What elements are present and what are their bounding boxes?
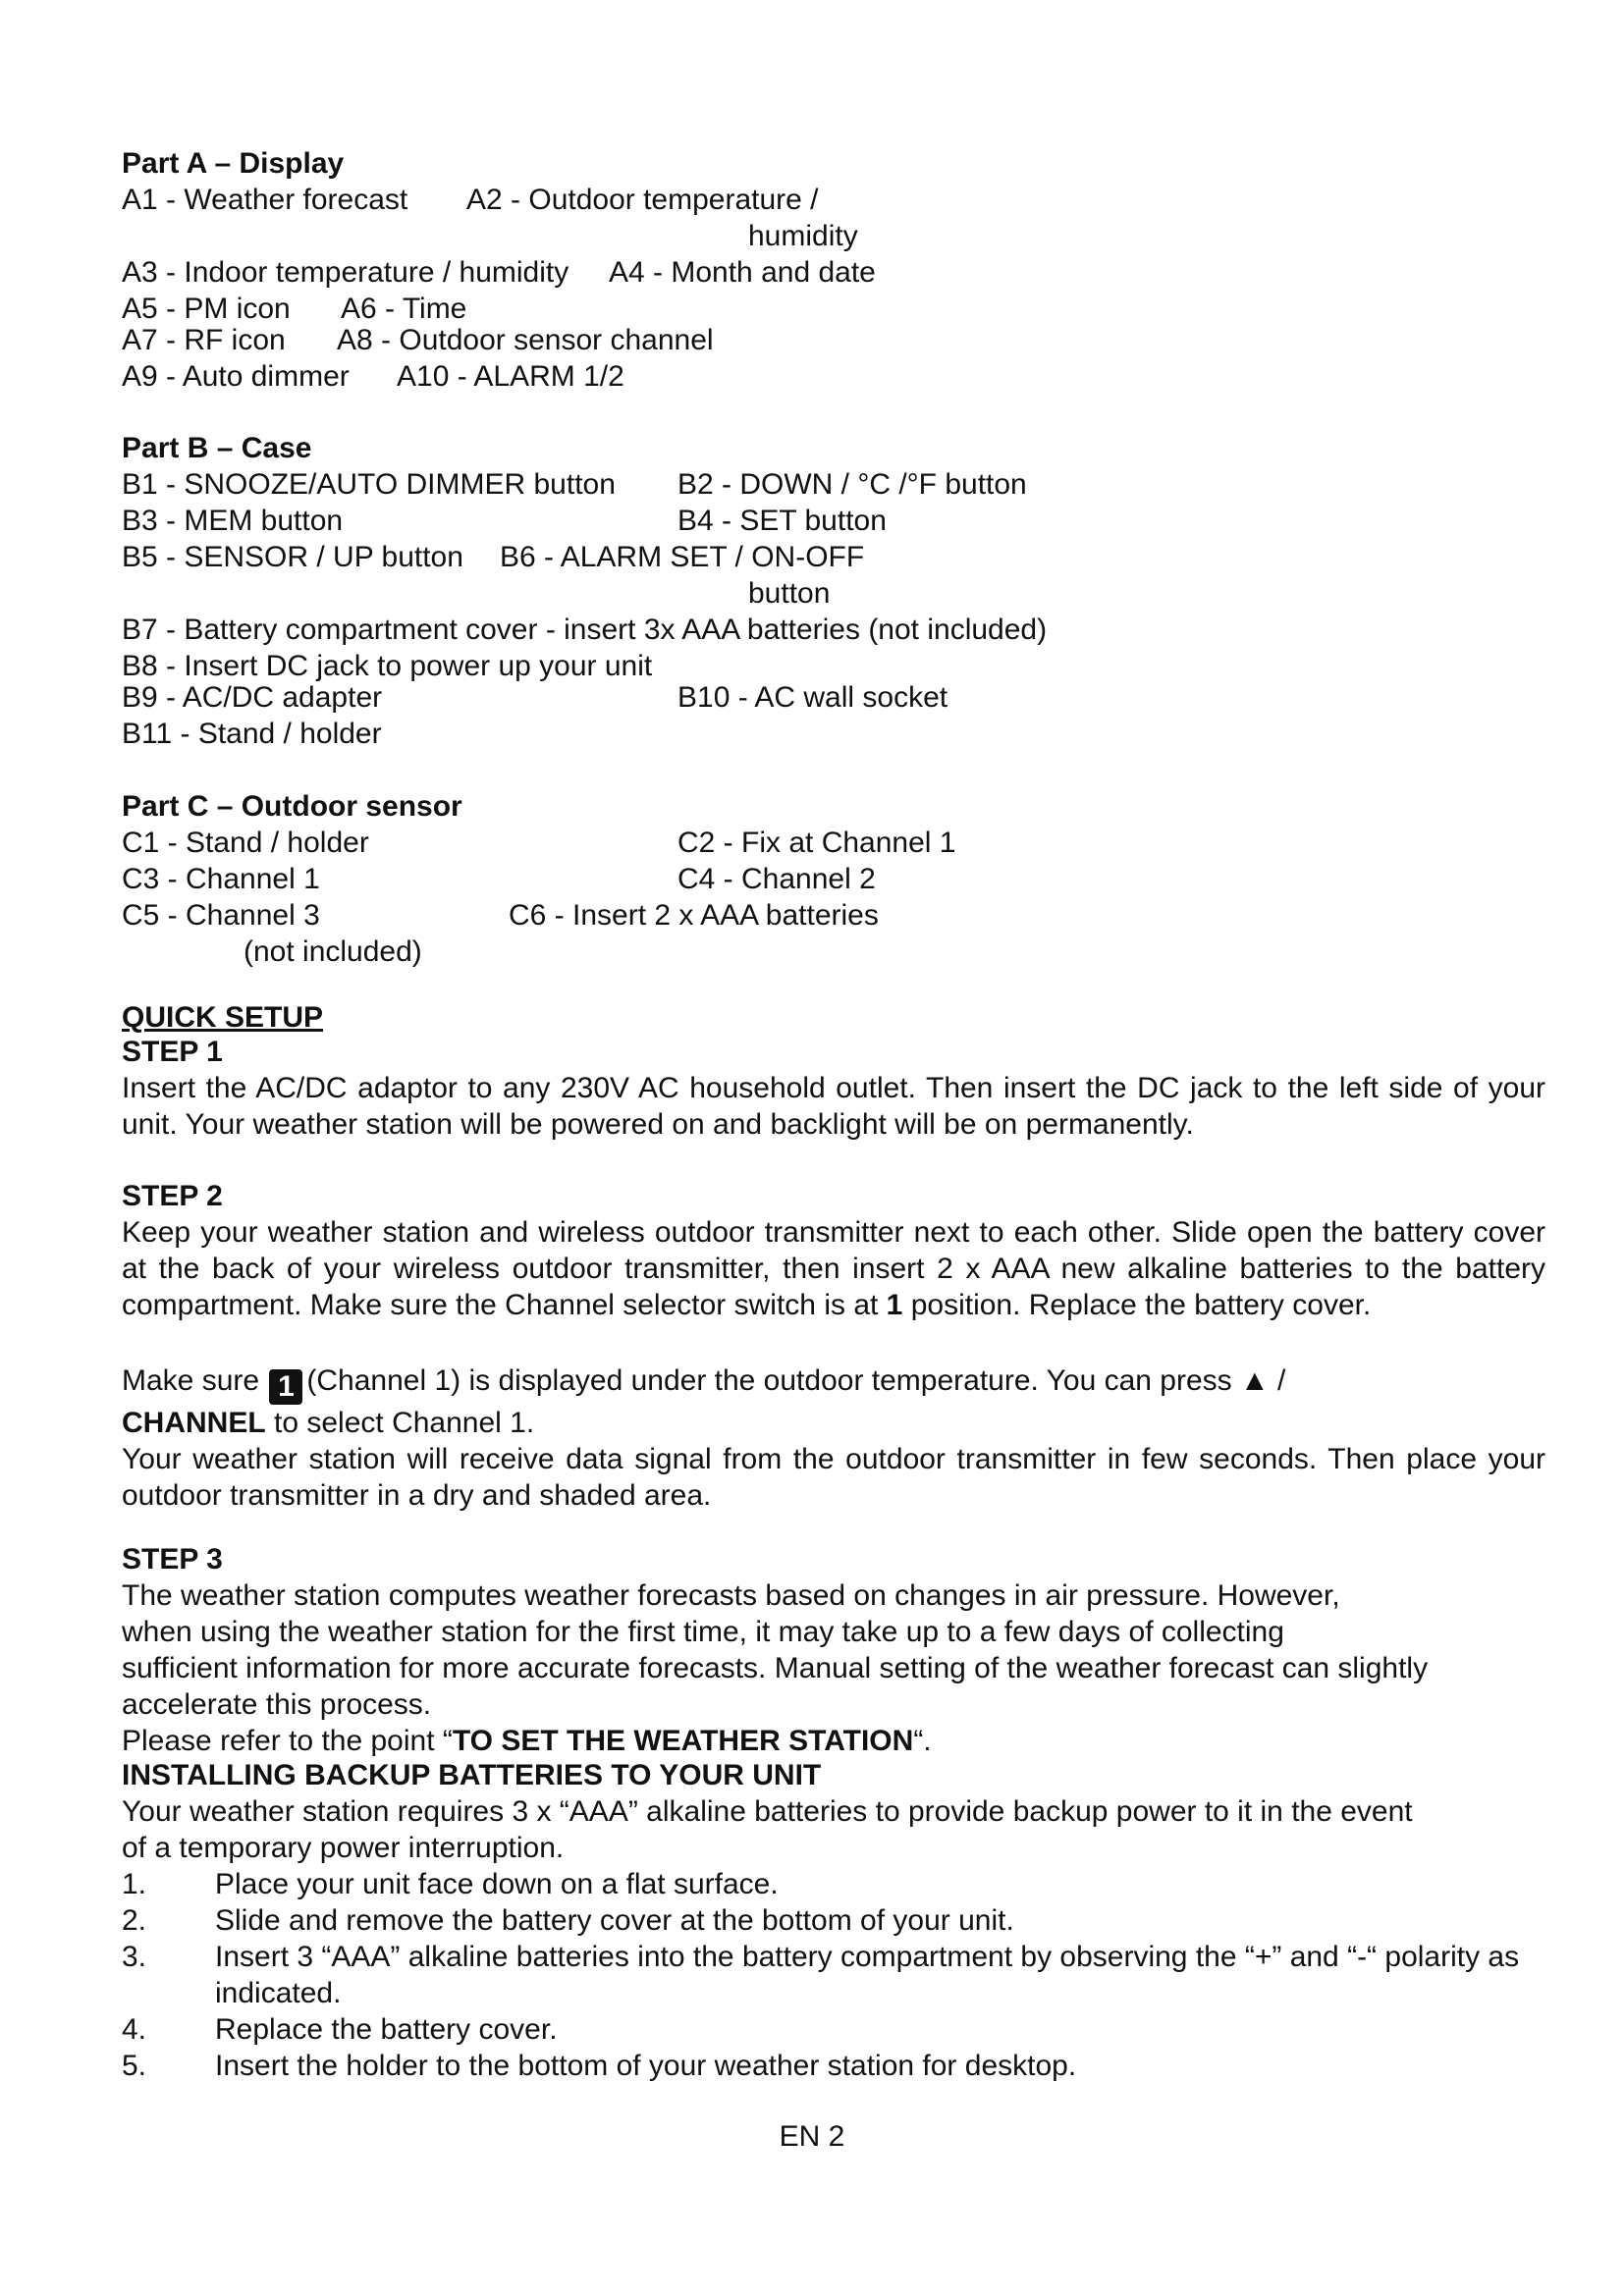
step2-paragraph bbox=[122, 1214, 1545, 1323]
step2-text-a: Keep your weather station and wireless outdoor transmitter next to each other. Slide open the battery cover at the back of your wireless outdoor transmitter, then insert 2 x AAA new alkaline batteries to the battery compartment. Make sure the Channel selector switch is at bbox=[122, 1216, 1545, 1321]
part-c-item-c5: C5 - Channel 3 bbox=[122, 899, 320, 932]
part-c-title: Part C – Outdoor sensor bbox=[122, 790, 462, 823]
part-b-item-b6-cont: button bbox=[748, 577, 831, 610]
part-a-item-a10: A10 - ALARM 1/2 bbox=[397, 360, 624, 393]
part-b-title: Part B – Case bbox=[122, 432, 312, 464]
part-b-item-b8: B8 - Insert DC jack to power up your unit bbox=[122, 650, 653, 682]
step3-line-3: sufficient information for more accurate forecasts. Manual setting of the weather forecast can slightly bbox=[122, 1652, 1429, 1684]
step1-text: Insert the AC/DC adaptor to any 230V AC household outlet. Then insert the DC jack to the left side of your unit. Your weather station will be powered on and backlight will be on permanently. bbox=[122, 1072, 1545, 1141]
list-item-number: 4. bbox=[122, 2013, 147, 2046]
part-a-item-a1: A1 - Weather forecast bbox=[122, 184, 408, 216]
part-a-item-a3: A3 - Indoor temperature / humidity bbox=[122, 256, 569, 289]
part-a-title: Part A – Display bbox=[122, 147, 345, 180]
part-c-item-c6: C6 - Insert 2 x AAA batteries bbox=[509, 899, 879, 932]
part-c-item-c3: C3 - Channel 1 bbox=[122, 863, 320, 895]
backup-heading: INSTALLING BACKUP BATTERIES TO YOUR UNIT bbox=[122, 1759, 822, 1791]
part-a-item-a7: A7 - RF icon bbox=[122, 324, 286, 356]
part-a-item-a4: A4 - Month and date bbox=[609, 256, 876, 289]
step3-line-1: The weather station computes weather forecasts based on changes in air pressure. However, bbox=[122, 1579, 1340, 1612]
part-b-item-b4: B4 - SET button bbox=[677, 505, 887, 537]
step3-refer-target: TO SET THE WEATHER STATION bbox=[452, 1725, 914, 1757]
list-item bbox=[122, 2011, 1545, 2048]
part-b-item-b9: B9 - AC/DC adapter bbox=[122, 681, 383, 714]
part-c-item-c2: C2 - Fix at Channel 1 bbox=[677, 827, 956, 859]
channel-key-label: CHANNEL bbox=[122, 1407, 266, 1439]
part-a-item-a9: A9 - Auto dimmer bbox=[122, 360, 350, 393]
part-b-item-b6: B6 - ALARM SET / ON-OFF bbox=[500, 541, 865, 573]
step3-line-2: when using the weather station for the first time, it may take up to a few days of collecting bbox=[122, 1616, 1284, 1648]
list-item-text: Slide and remove the battery cover at the bottom of your unit. bbox=[215, 1904, 1014, 1937]
list-item-number: 5. bbox=[122, 2050, 147, 2082]
list-item bbox=[122, 2048, 1545, 2084]
part-a-item-a2-cont: humidity bbox=[748, 220, 858, 252]
step2-make-sure: Make sure 1 (Channel 1) is displayed under the outdoor temperature. You can press ▲ / bbox=[122, 1364, 1286, 1403]
step2-title: STEP 2 bbox=[122, 1180, 223, 1212]
list-item bbox=[122, 1902, 1545, 1939]
part-a-item-a2: A2 - Outdoor temperature / bbox=[466, 184, 819, 216]
list-item-number: 2. bbox=[122, 1904, 147, 1937]
step3-refer: Please refer to the point “TO SET THE WEATHER STATION“. bbox=[122, 1725, 932, 1757]
step2-text-b: position. Replace the battery cover. bbox=[902, 1289, 1372, 1321]
backup-line-2: of a temporary power interruption. bbox=[122, 1832, 565, 1864]
part-b-item-b2: B2 - DOWN / °C /°F button bbox=[677, 468, 1027, 501]
list-item-number: 1. bbox=[122, 1868, 147, 1900]
list-item bbox=[122, 1866, 1545, 1902]
step3-line-4: accelerate this process. bbox=[122, 1688, 432, 1721]
list-item-number: 3. bbox=[122, 1941, 147, 1973]
step2-text-c: Your weather station will receive data signal from the outdoor transmitter in few seconds. Then place your outdoor transmitter in a dry and shaded area. bbox=[122, 1443, 1545, 1512]
part-c-item-c4: C4 - Channel 2 bbox=[677, 863, 876, 895]
step1-title: STEP 1 bbox=[122, 1036, 223, 1068]
part-b-item-b5: B5 - SENSOR / UP button bbox=[122, 541, 463, 573]
quick-setup-heading: QUICK SETUP bbox=[122, 1001, 324, 1034]
part-b-item-b11: B11 - Stand / holder bbox=[122, 718, 382, 750]
step2-after-icon: (Channel 1) is displayed under the outdoor temperature. You can press ▲ / bbox=[306, 1364, 1286, 1397]
part-a-item-a6: A6 - Time bbox=[341, 293, 467, 325]
step2-channel-line: CHANNEL to select Channel 1. bbox=[122, 1407, 535, 1439]
part-c-item-c6-cont: (not included) bbox=[244, 935, 422, 968]
page-number: EN 2 bbox=[779, 2120, 845, 2153]
part-b-item-b3: B3 - MEM button bbox=[122, 505, 344, 537]
list-item-text: Insert 3 “AAA” alkaline batteries into the battery compartment by observing the “+” and “-“ polarity as indicated. bbox=[215, 1941, 1520, 2009]
step3-title: STEP 3 bbox=[122, 1543, 223, 1575]
part-a-item-a5: A5 - PM icon bbox=[122, 293, 291, 325]
part-b-item-b7: B7 - Battery compartment cover - insert 3x AAA batteries (not included) bbox=[122, 614, 1048, 646]
list-item-text: Insert the holder to the bottom of your weather station for desktop. bbox=[215, 2050, 1077, 2082]
part-c-item-c1: C1 - Stand / holder bbox=[122, 827, 369, 859]
part-b-item-b10: B10 - AC wall socket bbox=[677, 681, 948, 714]
part-a-item-a8: A8 - Outdoor sensor channel bbox=[337, 324, 714, 356]
part-b-item-b1: B1 - SNOOZE/AUTO DIMMER button bbox=[122, 468, 616, 501]
list-item bbox=[122, 1939, 1545, 2011]
backup-line-1: Your weather station requires 3 x “AAA” alkaline batteries to provide backup power to it in the event bbox=[122, 1795, 1413, 1828]
list-item-text: Replace the battery cover. bbox=[215, 2013, 558, 2046]
list-item-text: Place your unit face down on a flat surface. bbox=[215, 1868, 779, 1900]
channel-1-icon: 1 bbox=[269, 1369, 302, 1405]
step2-channel-number: 1 bbox=[886, 1289, 903, 1321]
